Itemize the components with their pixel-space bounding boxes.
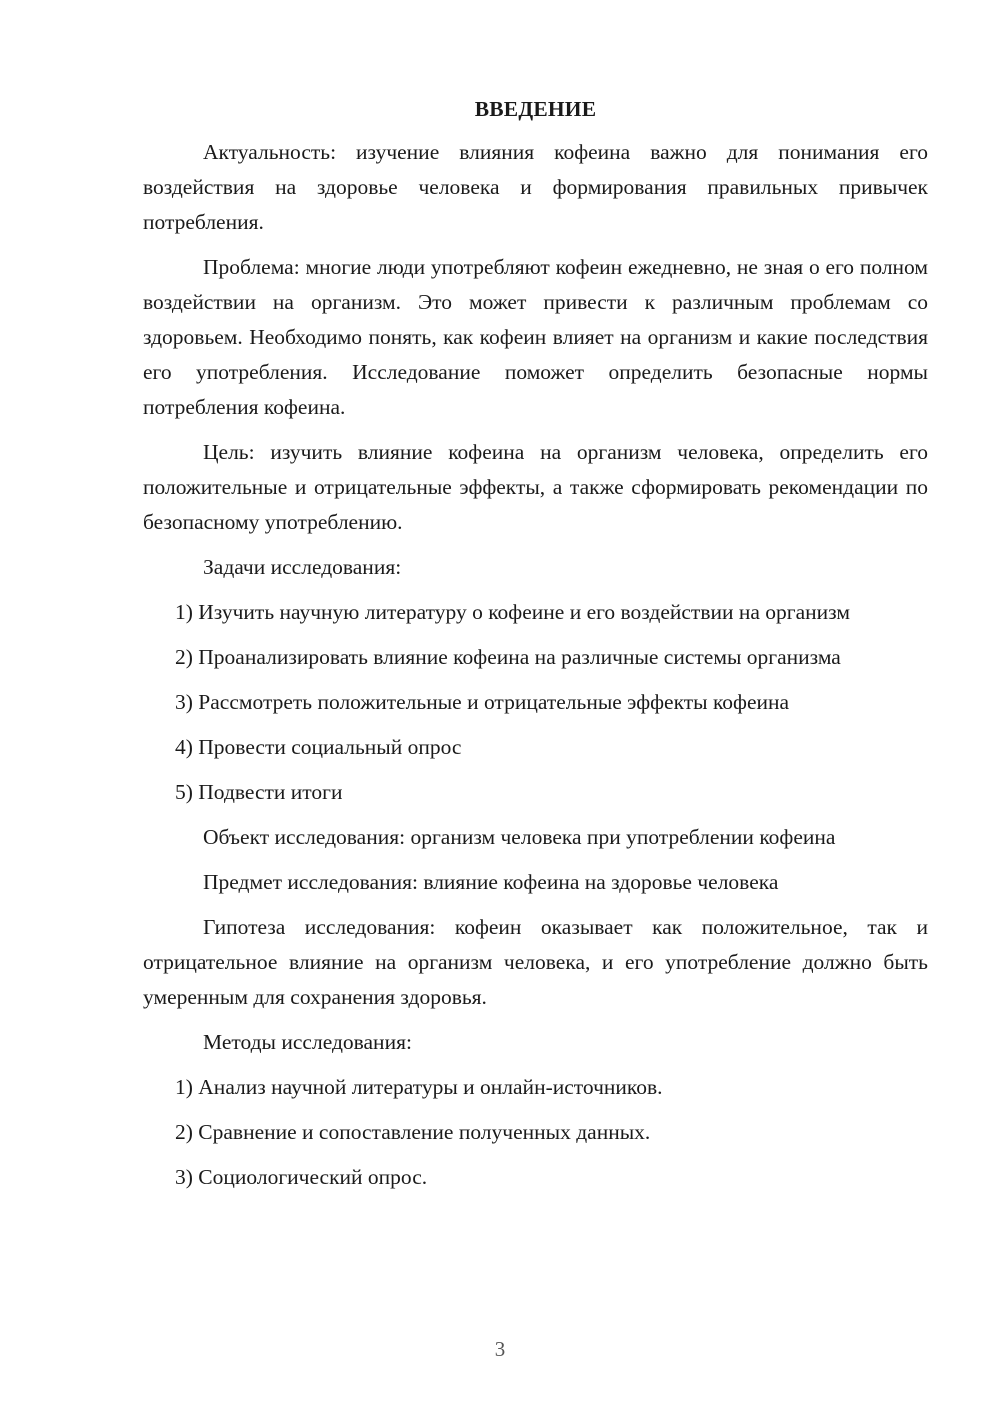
relevance-paragraph: Актуальность: изучение влияния кофеина важно для понимания его воздействия на здоровье человека и формирования правильных привычек потребления. (143, 140, 928, 234)
tasks-title: Задачи исследования: (203, 555, 402, 579)
methods-list (143, 1070, 928, 1195)
task-item: 4) Провести социальный опрос (175, 735, 462, 759)
methods-title: Методы исследования: (203, 1030, 412, 1054)
subject-paragraph: Предмет исследования: влияние кофеина на здоровье человека (203, 870, 779, 894)
task-item: 5) Подвести итоги (175, 780, 343, 804)
page-content (143, 92, 928, 1205)
goal-paragraph: Цель: изучить влияние кофеина на организм человека, определить его положительные и отрицательные эффекты, а также сформировать рекомендации по безопасному употреблению. (143, 440, 928, 534)
task-item: 2) Проанализировать влияние кофеина на различные системы организма (175, 645, 841, 669)
object-paragraph: Объект исследования: организм человека при употреблении кофеина (203, 825, 836, 849)
task-item: 3) Рассмотреть положительные и отрицательные эффекты кофеина (175, 690, 790, 714)
section-heading: ВВЕДЕНИЕ (474, 97, 597, 121)
method-item: 1) Анализ научной литературы и онлайн-источников. (175, 1075, 663, 1099)
hypothesis-paragraph: Гипотеза исследования: кофеин оказывает как положительное, так и отрицательное влияние на организм человека, и его употребление должно быть умеренным для сохранения здоровья. (143, 915, 928, 1009)
method-item: 2) Сравнение и сопоставление полученных данных. (175, 1120, 651, 1144)
page-number: 3 (494, 1337, 506, 1361)
tasks-list (143, 595, 928, 810)
problem-paragraph: Проблема: многие люди употребляют кофеин ежедневно, не зная о его полном воздействии на организм. Это может привести к различным проблемам со здоровьем. Необходимо понять, как кофеин влияет на организм и какие последствия его употребления. Исследование поможет определить безопасные нормы потребления кофеина. (143, 255, 928, 419)
task-item: 1) Изучить научную литературу о кофеине и его воздействии на организм (175, 600, 850, 624)
method-item: 3) Социологический опрос. (175, 1165, 428, 1189)
